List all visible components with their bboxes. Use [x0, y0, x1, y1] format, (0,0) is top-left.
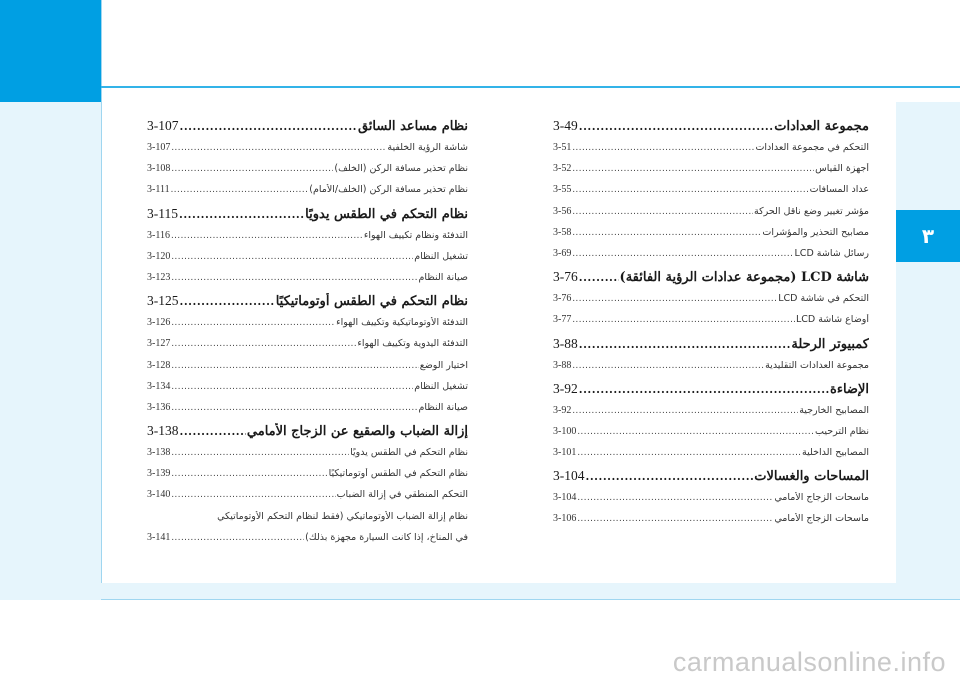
toc-entry — [553, 405, 869, 426]
toc-entry — [147, 489, 468, 510]
toc-page-number: 3-116 — [147, 229, 170, 241]
toc-entry-title: تشغيل النظام — [414, 250, 468, 262]
toc-leader-dots — [171, 382, 413, 392]
toc-entry — [147, 163, 468, 184]
toc-entry-title: أجهزة القياس — [815, 163, 869, 175]
toc-entry-title: صيانة النظام — [418, 401, 468, 413]
toc-entry-title: المصابيح الداخلية — [802, 447, 869, 459]
toc-section-heading — [553, 269, 869, 293]
toc-leader-dots — [171, 252, 413, 262]
toc-entry-title: ماسحات الزجاج الأمامي — [774, 492, 869, 504]
toc-page-number: 3-77 — [553, 314, 572, 326]
toc-leader-dots — [180, 295, 275, 308]
toc-entry-title: نظام التحكم في الطقس يدويًا — [305, 206, 468, 222]
toc-entry-title: التدفئة الأوتوماتيكية وتكييف الهواء — [336, 317, 468, 329]
toc-entry-title: الإضاءة — [830, 381, 869, 397]
toc-leader-dots — [579, 271, 619, 284]
toc-page-number: 3-76 — [553, 269, 578, 285]
toc-leader-dots — [171, 403, 417, 413]
toc-entry-title: نظام تحذير مسافة الركن (الخلف) — [334, 163, 468, 175]
toc-page-number: 3-120 — [147, 250, 171, 262]
toc-leader-dots — [579, 120, 773, 133]
toc-page-number: 3-76 — [553, 293, 572, 305]
toc-entry-title: تشغيل النظام — [414, 380, 468, 392]
toc-entry — [553, 184, 869, 205]
toc-entry — [147, 142, 468, 163]
toc-page-number: 3-55 — [553, 184, 572, 196]
toc-section-heading — [553, 336, 869, 360]
toc-page-number: 3-108 — [147, 163, 171, 175]
toc-page-number: 3-134 — [147, 380, 171, 392]
toc-entry — [553, 513, 869, 534]
header-rule — [101, 86, 960, 88]
toc-entry-title: عداد المسافات — [809, 184, 869, 196]
toc-section-heading — [553, 118, 869, 142]
toc-page-number: 3-52 — [553, 163, 572, 175]
toc-entry — [147, 317, 468, 338]
toc-entry-title: نظام التحكم في الطقس أوتوماتيكيًا — [275, 294, 468, 310]
toc-page-number: 3-88 — [553, 359, 572, 371]
toc-leader-dots — [577, 427, 814, 437]
toc-entry — [147, 184, 468, 205]
toc-leader-dots — [179, 208, 304, 221]
toc-leader-dots — [577, 448, 801, 458]
toc-leader-dots — [586, 470, 754, 483]
toc-entry-title: المساحات والغسالات — [754, 469, 869, 485]
toc-leader-dots — [171, 185, 309, 195]
toc-leader-dots — [180, 120, 357, 133]
toc-entry — [147, 402, 468, 423]
toc-entry-title: شاشة الرؤية الخلفية — [387, 142, 468, 153]
toc-entry-title: مصابيح التحذير والمؤشرات — [762, 226, 869, 238]
toc-leader-dots — [171, 318, 335, 328]
toc-entry-title: مجموعة العدادات التقليدية — [765, 359, 869, 371]
toc-page-number: 3-141 — [147, 531, 171, 543]
toc-page-number: 3-88 — [553, 335, 578, 351]
bottom-band — [0, 583, 960, 600]
toc-page-number: 3-49 — [553, 118, 578, 133]
toc-entry — [147, 381, 468, 402]
toc-page-number: 3-100 — [553, 425, 577, 437]
toc-leader-dots — [579, 383, 829, 396]
toc-entry — [147, 360, 468, 381]
toc-entry — [553, 206, 869, 227]
toc-leader-dots — [572, 249, 793, 259]
toc-entry-title: شاشة LCD (مجموعة عدادات الرؤية الفائقة) — [619, 270, 869, 286]
toc-leader-dots — [180, 425, 246, 438]
toc-section-heading — [147, 206, 468, 230]
toc-page-number: 3-111 — [147, 184, 170, 196]
toc-page-number: 3-107 — [147, 142, 171, 153]
toc-entry-title: نظام التحكم في الطقس أوتوماتيكيًا — [328, 468, 468, 480]
toc-page-number: 3-136 — [147, 401, 171, 413]
toc-entry-title: في المناخ، إذا كانت السيارة مجهزة بذلك) — [305, 531, 468, 543]
toc-column-right — [553, 118, 869, 535]
toc-leader-dots — [577, 514, 773, 524]
toc-entry — [553, 314, 869, 335]
toc-entry-title: نظام الترحيب — [815, 425, 869, 437]
toc-page-number: 3-51 — [553, 142, 572, 153]
toc-entry — [147, 511, 468, 532]
chapter-tab: ٣ — [896, 210, 960, 262]
toc-entry — [553, 447, 869, 468]
toc-leader-dots — [171, 273, 417, 283]
toc-leader-dots — [572, 164, 814, 174]
toc-leader-dots — [171, 164, 333, 174]
toc-leader-dots — [572, 143, 754, 153]
toc-page-number: 3-104 — [553, 492, 577, 504]
toc-leader-dots — [171, 339, 356, 349]
left-margin-strip — [0, 102, 101, 600]
toc-section-heading — [553, 381, 869, 405]
toc-page-number: 3-126 — [147, 317, 171, 329]
toc-entry-title: التحكم المنطقي في إزالة الضباب — [336, 489, 468, 501]
toc-page-number: 3-92 — [553, 404, 572, 416]
toc-column-left — [147, 118, 468, 553]
toc-entry — [147, 272, 468, 293]
toc-page-number: 3-69 — [553, 247, 572, 259]
toc-entry-title: مؤشر تغيير وضع ناقل الحركة — [754, 205, 869, 217]
toc-leader-dots — [572, 185, 808, 195]
toc-page-number: 3-128 — [147, 359, 171, 371]
toc-leader-dots — [572, 315, 795, 325]
toc-entry-title: أوضاع شاشة LCD — [795, 314, 869, 326]
toc-leader-dots — [171, 533, 304, 543]
toc-entry-title: إزالة الضباب والصقيع عن الزجاج الأمامي — [246, 424, 468, 440]
toc-leader-dots — [171, 469, 327, 479]
toc-entry — [553, 248, 869, 269]
toc-entry-title: التحكم في شاشة LCD — [778, 293, 869, 305]
toc-page-number: 3-140 — [147, 489, 171, 501]
toc-section-heading — [553, 468, 869, 492]
toc-page-number: 3-101 — [553, 447, 577, 459]
toc-leader-dots — [577, 493, 773, 503]
toc-page-number: 3-138 — [147, 447, 171, 459]
toc-page-number: 3-127 — [147, 338, 171, 350]
toc-entry-title: التدفئة اليدوية وتكييف الهواء — [357, 338, 468, 350]
toc-page-number: 3-104 — [553, 468, 585, 484]
toc-page-number: 3-125 — [147, 293, 179, 309]
toc-entry — [553, 360, 869, 381]
toc-entry — [553, 293, 869, 314]
toc-entry — [553, 492, 869, 513]
toc-entry-title: نظام تحذير مسافة الركن (الخلف/الأمام) — [309, 184, 468, 196]
toc-entry-title: التحكم في مجموعة العدادات — [755, 142, 869, 153]
toc-entry-title: ماسحات الزجاج الأمامي — [774, 513, 869, 525]
toc-entry — [147, 230, 468, 251]
toc-page-number: 3-56 — [553, 205, 572, 217]
toc-entry-title: مجموعة العدادات — [774, 119, 869, 134]
toc-leader-dots — [572, 207, 753, 217]
toc-entry-title: التدفئة ونظام تكييف الهواء — [363, 229, 468, 241]
toc-page-number: 3-138 — [147, 423, 179, 439]
toc-entry — [553, 227, 869, 248]
toc-entry-title: اختيار الوضع — [419, 359, 468, 371]
toc-section-heading — [147, 293, 468, 317]
toc-page-number: 3-106 — [553, 513, 577, 525]
toc-page-number: 3-107 — [147, 118, 179, 133]
toc-entry — [147, 468, 468, 489]
toc-leader-dots — [171, 361, 418, 371]
toc-leader-dots — [579, 338, 791, 351]
toc-entry-title: نظام إزالة الضباب الأوتوماتيكي (فقط لنظام التحكم الأوتوماتيكي — [217, 510, 468, 522]
toc-entry — [553, 426, 869, 447]
toc-entry — [553, 163, 869, 184]
toc-page-number: 3-92 — [553, 380, 578, 396]
toc-entry — [147, 251, 468, 272]
toc-entry-title: نظام مساعد السائق — [357, 119, 468, 134]
toc-page-number: 3-139 — [147, 468, 171, 480]
toc-entry-title: المصابيح الخارجية — [799, 404, 869, 416]
toc-leader-dots — [572, 228, 761, 238]
toc-page-number: 3-115 — [147, 205, 178, 221]
toc-leader-dots — [171, 448, 349, 458]
toc-leader-dots — [171, 143, 386, 153]
watermark-text: carmanualsonline.info — [672, 647, 946, 677]
toc-entry — [147, 447, 468, 468]
toc-leader-dots — [572, 406, 798, 416]
toc-entry-title: رسائل شاشة LCD — [794, 247, 869, 259]
toc-entry-title: نظام التحكم في الطقس يدويًا — [350, 447, 468, 459]
bottom-rule — [101, 599, 960, 600]
toc-page-number: 3-123 — [147, 271, 171, 283]
toc-leader-dots — [171, 231, 363, 241]
toc-entry-title: صيانة النظام — [418, 271, 468, 283]
right-margin-strip — [896, 102, 960, 583]
toc-page-number: 3-58 — [553, 226, 572, 238]
toc-leader-dots — [572, 361, 764, 371]
toc-entry — [553, 142, 869, 163]
toc-leader-dots — [572, 294, 777, 304]
toc-entry — [147, 338, 468, 359]
toc-leader-dots — [171, 490, 335, 500]
toc-entry — [147, 532, 468, 553]
toc-section-heading — [147, 423, 468, 447]
corner-block — [0, 0, 101, 102]
toc-section-heading — [147, 118, 468, 142]
toc-entry-title: كمبيوتر الرحلة — [791, 336, 869, 352]
